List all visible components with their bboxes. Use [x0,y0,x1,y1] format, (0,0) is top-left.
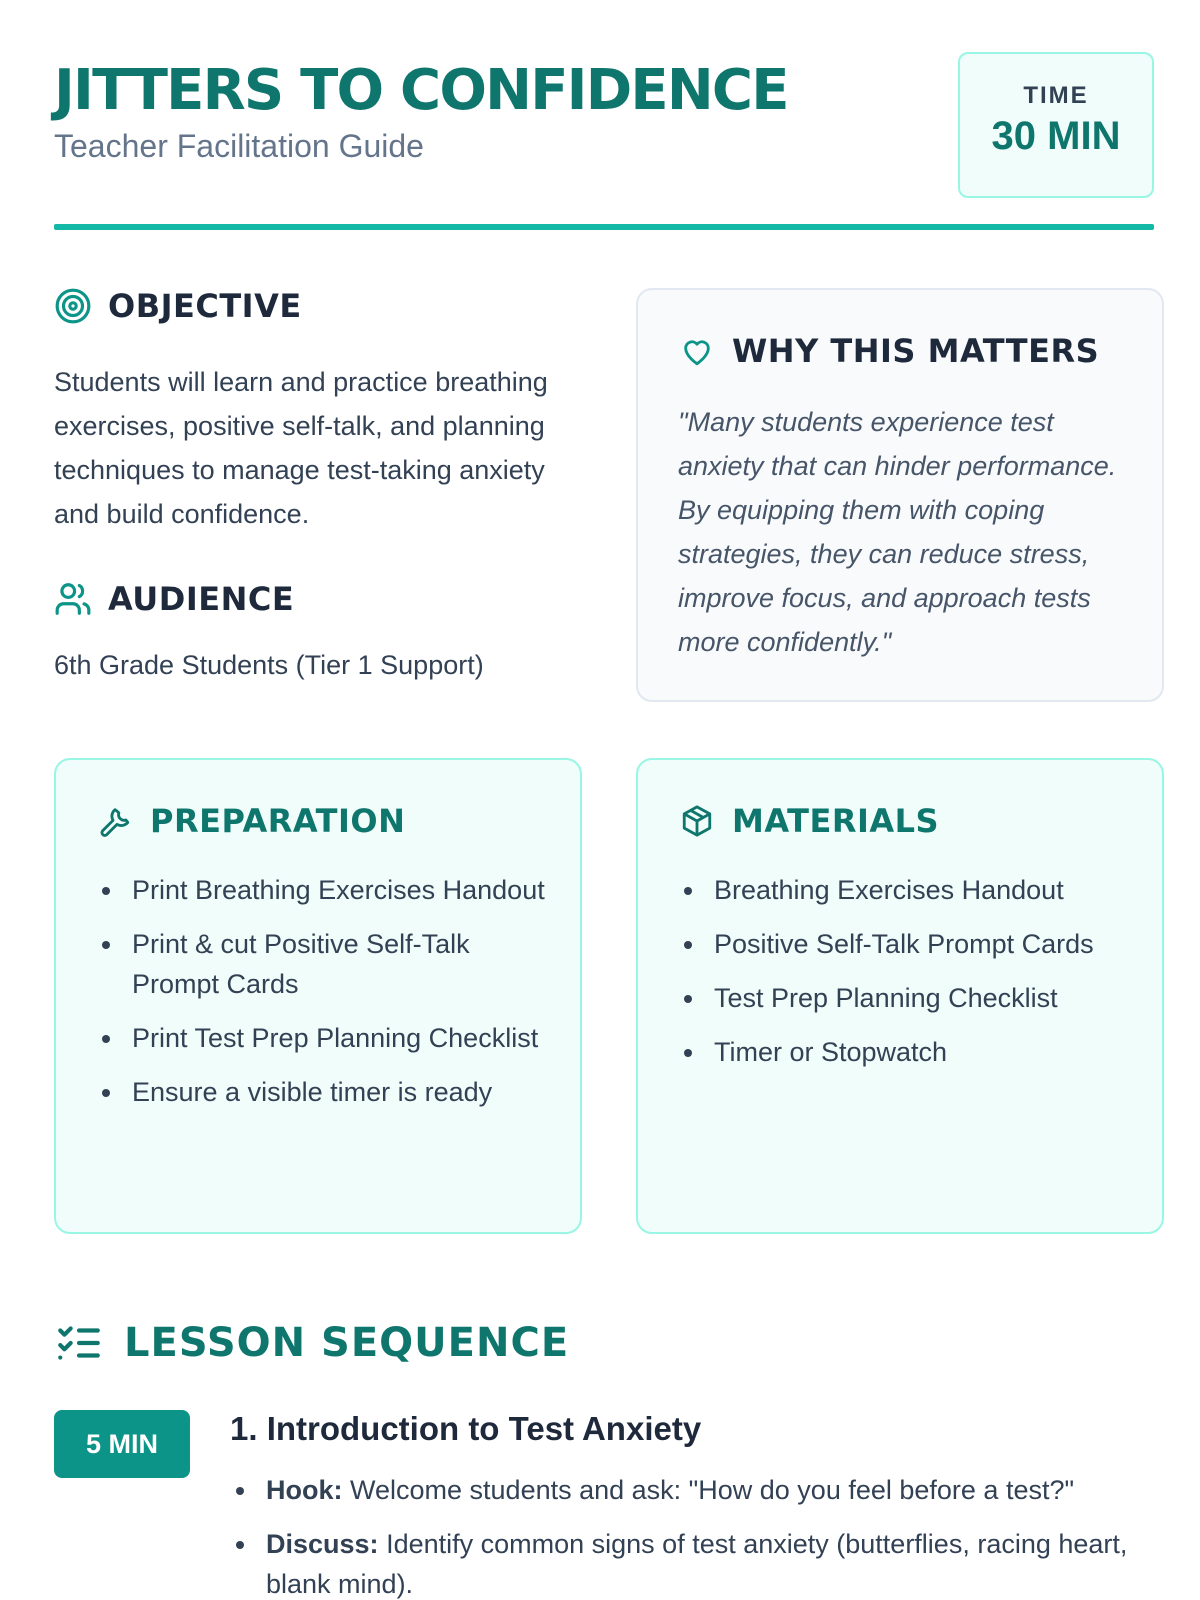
audience-text: 6th Grade Students (Tier 1 Support) [54,650,484,680]
list-checks-icon [54,1318,104,1368]
page-title: JITTERS TO CONFIDENCE [54,58,788,123]
audience-title: AUDIENCE [108,580,295,618]
time-value: 30 MIN [991,114,1121,158]
objective-title: OBJECTIVE [108,287,302,325]
page-subtitle: Teacher Facilitation Guide [54,128,424,164]
lesson-sequence-heading [54,1318,569,1368]
step-points [230,1470,1130,1600]
time-badge [958,52,1154,198]
point-text: Identify common signs of test anxiety (butterflies, racing heart, blank mind). [266,1529,1128,1599]
point-label: Discuss: [266,1529,379,1559]
heart-icon [678,332,716,370]
point-text: Welcome students and ask: "How do you feel before a test?" [342,1475,1075,1505]
materials-card [636,758,1164,1234]
preparation-heading [96,802,405,840]
target-icon [54,287,92,325]
why-title: WHY THIS MATTERS [732,332,1100,370]
lesson-sequence-title: LESSON SEQUENCE [124,1320,570,1366]
list-item [230,1524,1130,1600]
list-item: Print & cut Positive Self-Talk Prompt Cards [96,924,546,1004]
list-item [230,1470,1130,1510]
list-item: Breathing Exercises Handout [678,870,1128,910]
preparation-title: PREPARATION [150,802,406,840]
list-item: Timer or Stopwatch [678,1032,1128,1072]
step-duration-badge: 5 MIN [54,1410,190,1478]
materials-heading [678,802,939,840]
materials-list [678,870,1128,1086]
materials-title: MATERIALS [732,802,940,840]
audience-heading [54,580,294,618]
list-item: Test Prep Planning Checklist [678,978,1128,1018]
why-card [636,288,1164,702]
why-quote: "Many students experience test anxiety that can hinder performance. By equipping them with coping strategies, they can reduce stress, improve focus, and approach tests more confidently." [678,407,1117,657]
step-title: 1. Introduction to Test Anxiety [230,1410,702,1447]
objective-heading [54,287,302,325]
list-item: Positive Self-Talk Prompt Cards [678,924,1128,964]
time-label: TIME [1023,82,1089,109]
preparation-list [96,870,546,1126]
users-icon [54,580,92,618]
box-icon [678,802,716,840]
page-header [54,52,1154,202]
header-divider [54,224,1154,230]
preparation-card [54,758,582,1234]
point-label: Hook: [266,1475,343,1505]
why-heading [678,332,1099,370]
wrench-icon [96,802,134,840]
objective-text: Students will learn and practice breathing exercises, positive self-talk, and planning techniques to manage test-taking anxiety and build confidence. [54,367,548,529]
list-item: Print Test Prep Planning Checklist [96,1018,546,1058]
list-item: Ensure a visible timer is ready [96,1072,546,1112]
list-item: Print Breathing Exercises Handout [96,870,546,910]
